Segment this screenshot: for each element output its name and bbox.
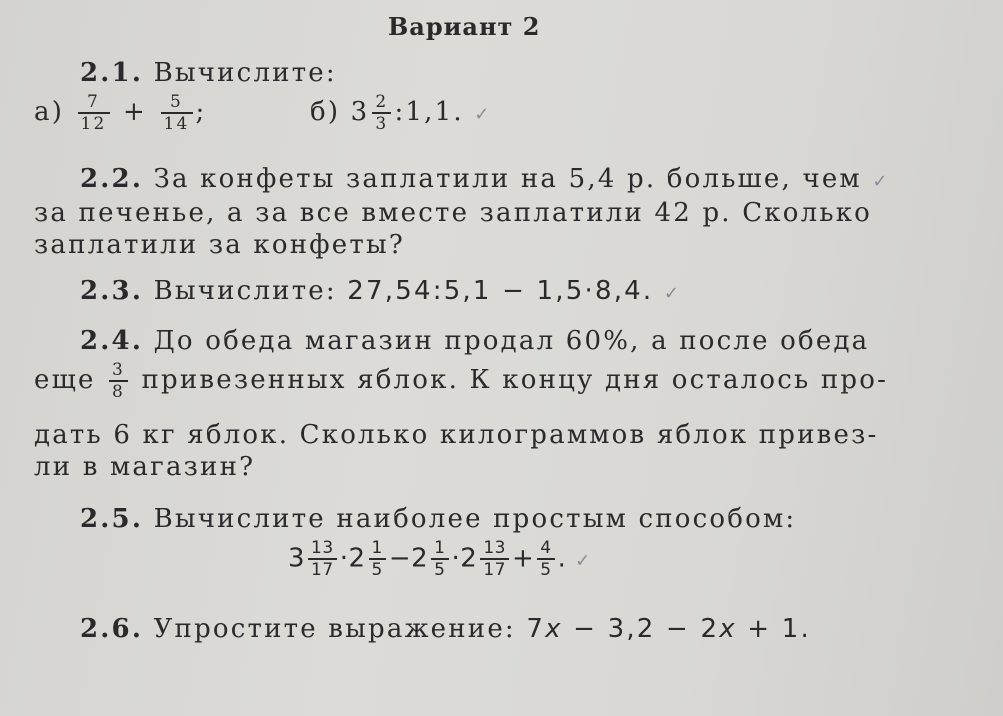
fraction [431,538,448,580]
task-prompt: Вычислите: [153,58,337,88]
checkmark-icon: ✓ [872,171,890,192]
expr-part: − 3,2 − 2 [562,614,720,644]
expr-part: 7 [526,614,546,644]
task-prompt: Вычислите: [153,276,337,306]
operator: + [511,543,535,574]
fraction [369,538,386,580]
operator: · [451,543,461,574]
numerator: 3 [112,360,126,380]
task-text: еще [34,365,96,395]
fraction [109,360,128,402]
expression [526,614,811,644]
denominator: 17 [480,558,509,580]
fraction [78,92,110,134]
denominator: 8 [109,380,128,402]
task-text: привезенных яблок. К концу дня осталось про- [141,365,889,395]
task-2-1-part-b [310,92,492,134]
expr-part: + 1. [736,614,811,644]
denominator: 12 [78,112,110,134]
numerator: 1 [371,538,383,558]
denominator: 3 [372,112,391,134]
denominator: 5 [431,558,448,580]
task-text: За конфеты заплатили на 5,4 р. больше, чем [153,164,862,194]
task-2-4-line-4: ли в магазин? [34,452,256,482]
task-number: 2.5. [80,504,144,534]
task-number: 2.1. [80,58,144,88]
task-2-4-line-1 [80,326,869,356]
task-number: 2.3. [80,276,144,306]
task-number: 2.2. [80,164,144,194]
task-number: 2.4. [80,326,144,356]
variable: x [545,614,563,644]
denominator: 17 [308,558,337,580]
checkmark-icon: ✓ [575,550,591,572]
task-2-6 [80,614,811,644]
whole-number: 2 [460,543,478,574]
fraction [372,92,391,134]
numerator: 13 [311,538,334,558]
operator: + [123,97,148,127]
numerator: 7 [87,92,101,112]
punctuation: ; [195,97,207,127]
task-2-4-line-2 [34,360,888,402]
expression-rest: :1,1. [394,97,464,127]
denominator: 5 [537,558,554,580]
whole-number: 3 [350,97,370,127]
part-label: б) [310,97,341,127]
operator: − [388,543,412,574]
task-2-5-expression [288,538,591,580]
numerator: 1 [434,538,446,558]
whole-number: 2 [411,543,429,574]
numerator: 4 [540,538,552,558]
task-2-5-heading [80,504,796,534]
numerator: 5 [170,92,184,112]
fraction [161,92,193,134]
denominator: 14 [161,112,193,134]
checkmark-icon: ✓ [474,104,492,125]
whole-number: 2 [348,543,366,574]
task-2-2-line-2: за печенье, а за все вместе заплатили 42 р. Сколько [34,198,872,228]
task-number: 2.6. [80,614,144,644]
task-2-1-heading [80,58,337,88]
punctuation: . [557,543,567,574]
fraction [537,538,554,580]
task-prompt: Упростите выражение: [153,614,516,644]
numerator: 2 [375,92,389,112]
variable: x [719,614,737,644]
task-2-3 [80,276,681,306]
numerator: 13 [483,538,506,558]
task-2-2-line-3: заплатили за конфеты? [34,230,405,260]
denominator: 5 [369,558,386,580]
page-title: Вариант 2 [388,12,541,41]
fraction [308,538,337,580]
task-2-4-line-3: дать 6 кг яблок. Сколько килограммов яблок привез- [34,420,879,450]
whole-number: 3 [288,543,306,574]
checkmark-icon: ✓ [663,283,682,304]
task-2-1-part-a [34,92,207,134]
expression: 27,54:5,1 − 1,5·8,4. [347,276,654,306]
task-text: До обеда магазин продал 60%, а после обеда [153,326,870,356]
fraction [480,538,509,580]
operator: · [339,543,349,574]
part-label: а) [34,97,65,127]
task-2-2-line-1 [80,164,890,194]
task-prompt: Вычислите наиболее простым способом: [153,504,797,534]
